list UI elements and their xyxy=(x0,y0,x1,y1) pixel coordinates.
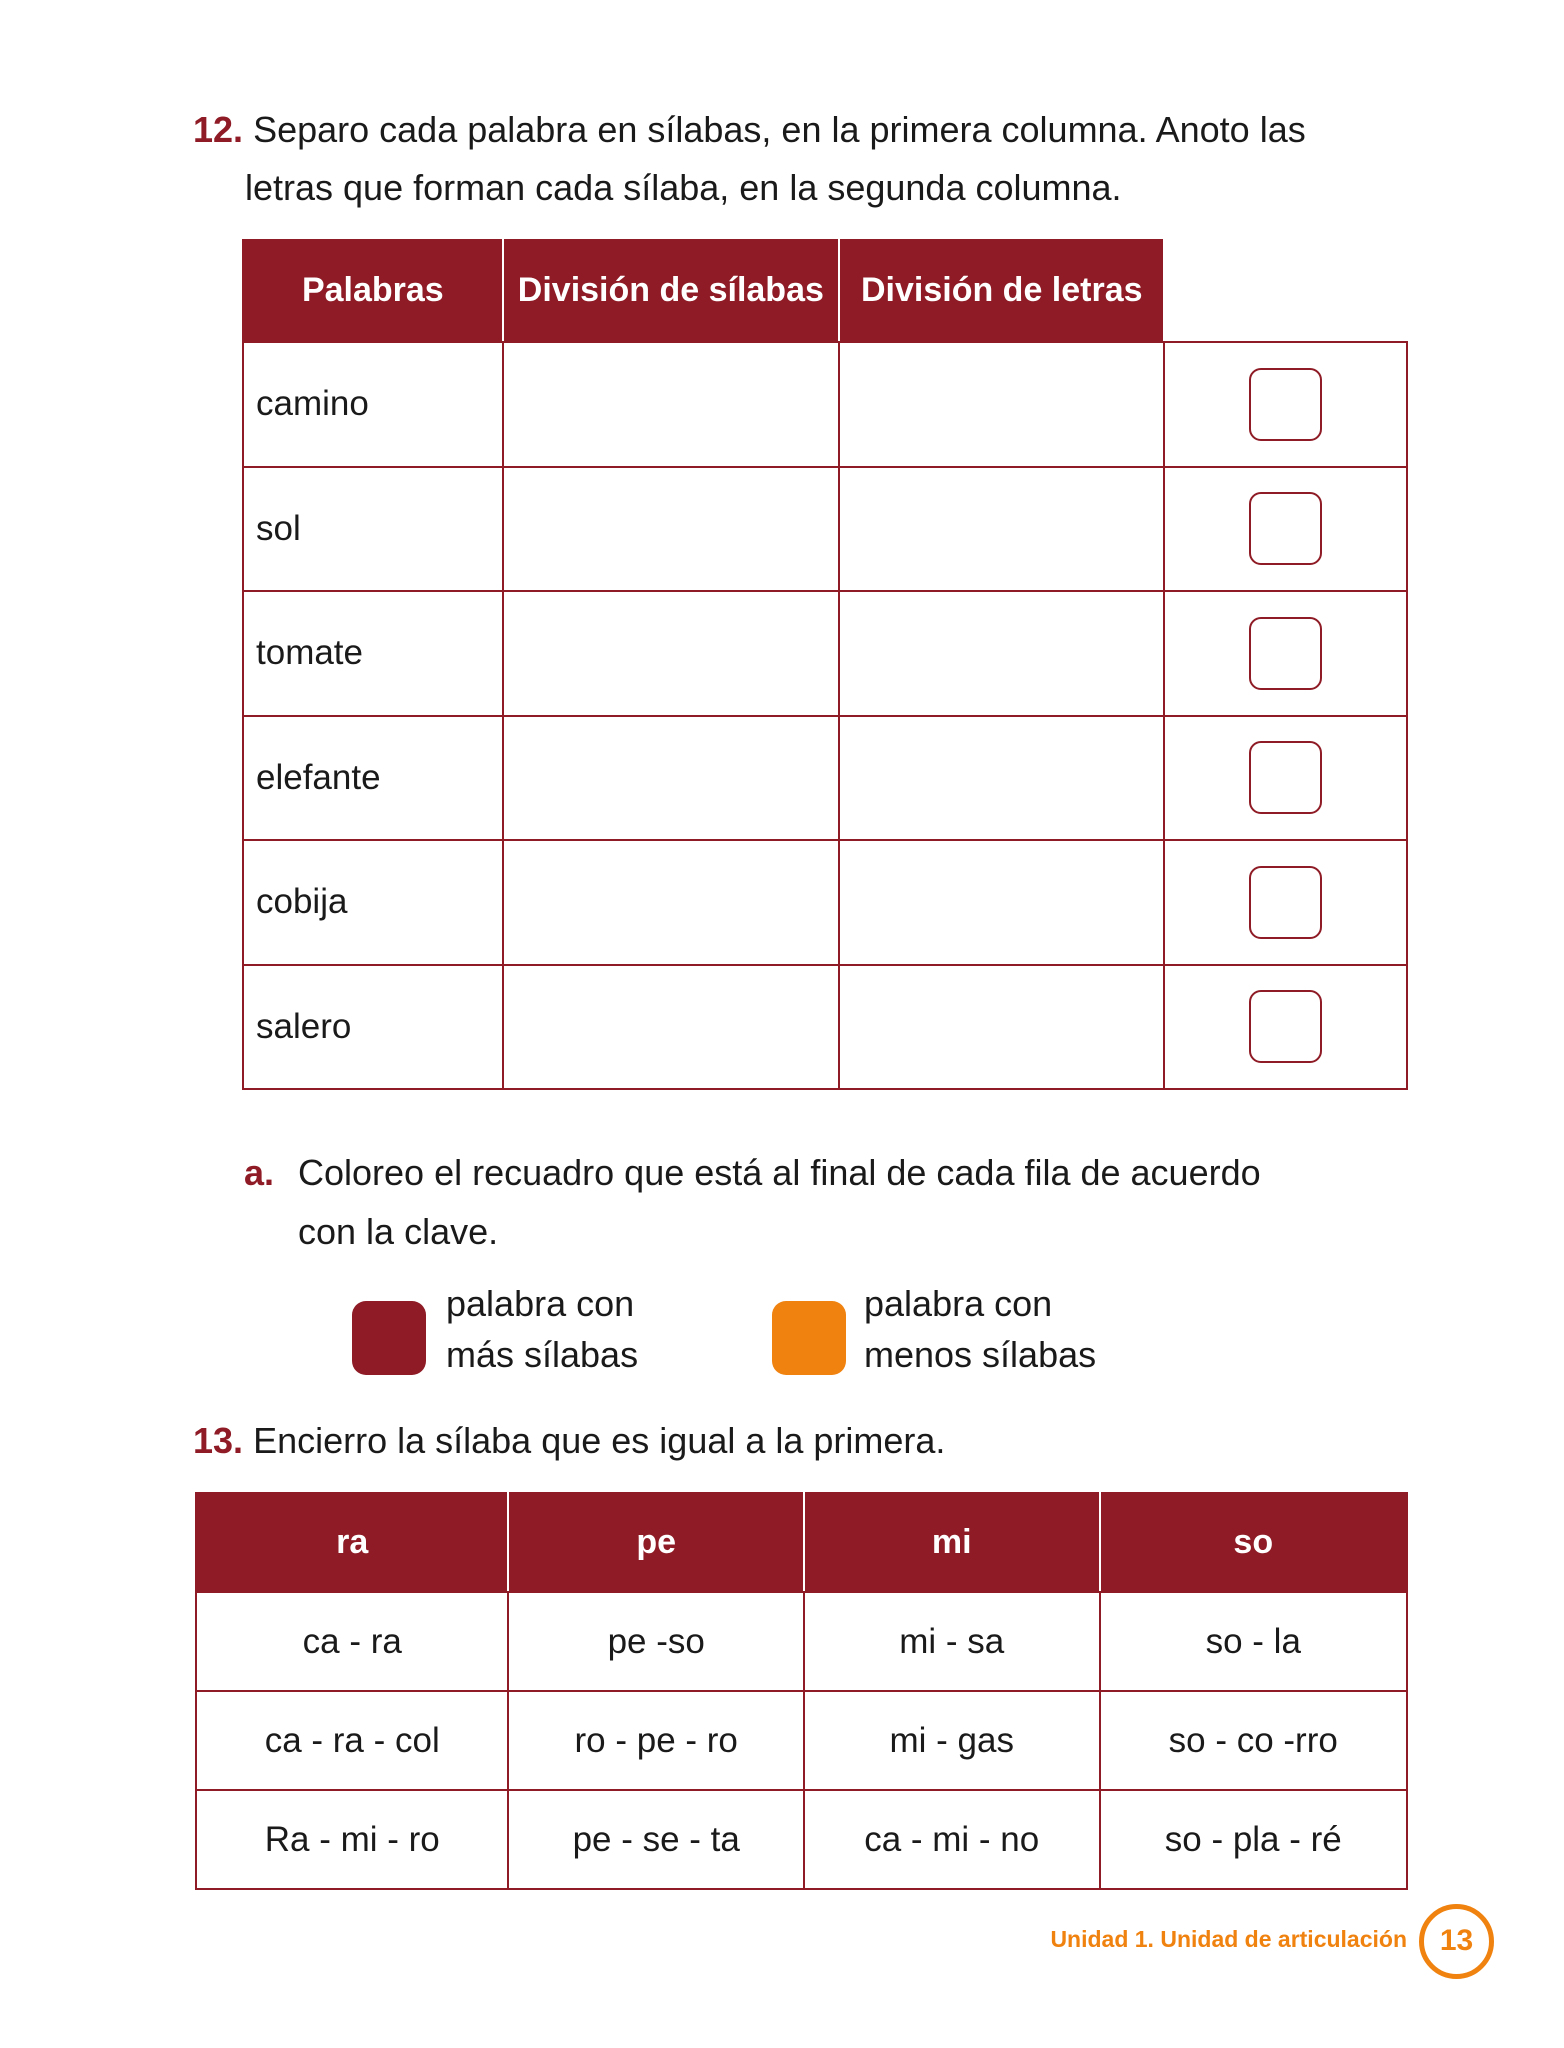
color-box[interactable] xyxy=(1249,492,1322,565)
letters-cell[interactable] xyxy=(839,716,1164,841)
header-division-letras: División de letras xyxy=(839,238,1164,342)
table-row xyxy=(243,342,1407,467)
syllables-cell[interactable] xyxy=(503,716,839,841)
color-box[interactable] xyxy=(1249,368,1322,441)
syllables-cell[interactable] xyxy=(503,591,839,716)
word-cell: tomate xyxy=(243,591,503,716)
syllables-cell[interactable] xyxy=(503,342,839,467)
letters-cell[interactable] xyxy=(839,840,1164,965)
word-cell: sol xyxy=(243,467,503,592)
question-text-line2: letras que forman cada sílaba, en la segunda columna. xyxy=(245,167,1122,208)
word-cell[interactable]: ca - ra - col xyxy=(196,1691,508,1790)
letters-cell[interactable] xyxy=(839,342,1164,467)
color-box[interactable] xyxy=(1249,866,1322,939)
word-cell: salero xyxy=(243,965,503,1090)
table-row xyxy=(196,1592,1407,1691)
page-number: 13 xyxy=(1419,1904,1494,1979)
syllables-cell[interactable] xyxy=(503,840,839,965)
table-row xyxy=(196,1691,1407,1790)
question-text: Separo cada palabra en sílabas, en la primera columna. Anoto las xyxy=(253,109,1306,150)
header-syllable: pe xyxy=(508,1493,804,1592)
header-syllable: so xyxy=(1100,1493,1408,1592)
header-syllable: ra xyxy=(196,1493,508,1592)
letters-cell[interactable] xyxy=(839,591,1164,716)
word-cell[interactable]: Ra - mi - ro xyxy=(196,1790,508,1889)
sub-text: Coloreo el recuadro que está al final de cada fila de acuerdo xyxy=(298,1152,1261,1193)
syllables-cell[interactable] xyxy=(503,965,839,1090)
table-row xyxy=(243,965,1407,1090)
word-cell[interactable]: pe -so xyxy=(508,1592,804,1691)
table-row xyxy=(243,716,1407,841)
sub-question-a xyxy=(244,1144,1261,1202)
sub-text-line2: con la clave. xyxy=(298,1211,499,1252)
sub-label: a. xyxy=(244,1152,275,1193)
header-division-silabas: División de sílabas xyxy=(503,238,839,342)
word-cell: camino xyxy=(243,342,503,467)
question-12 xyxy=(193,101,1306,159)
word-cell[interactable]: mi - gas xyxy=(804,1691,1100,1790)
color-box[interactable] xyxy=(1249,990,1322,1063)
word-cell[interactable]: so - pla - ré xyxy=(1100,1790,1408,1889)
question-number: 12. xyxy=(193,109,244,150)
footer-unit: Unidad 1. Unidad de articulación xyxy=(1050,1926,1407,1952)
word-cell[interactable]: pe - se - ta xyxy=(508,1790,804,1889)
word-cell: elefante xyxy=(243,716,503,841)
word-cell[interactable]: so - co -rro xyxy=(1100,1691,1408,1790)
word-cell[interactable]: mi - sa xyxy=(804,1592,1100,1691)
syllable-match-table xyxy=(195,1492,1408,1890)
header-syllable: mi xyxy=(804,1493,1100,1592)
header-palabras: Palabras xyxy=(243,238,503,342)
header-blank xyxy=(1164,238,1407,342)
table-row xyxy=(243,467,1407,592)
letters-cell[interactable] xyxy=(839,467,1164,592)
word-cell[interactable]: ca - ra xyxy=(196,1592,508,1691)
question-13 xyxy=(193,1412,945,1470)
table-row xyxy=(243,591,1407,716)
table-row xyxy=(243,840,1407,965)
table-row xyxy=(196,1790,1407,1889)
syllables-cell[interactable] xyxy=(503,467,839,592)
word-cell[interactable]: so - la xyxy=(1100,1592,1408,1691)
word-cell[interactable]: ca - mi - no xyxy=(804,1790,1100,1889)
color-box[interactable] xyxy=(1249,617,1322,690)
question-text: Encierro la sílaba que es igual a la primera. xyxy=(253,1420,946,1461)
question-number: 13. xyxy=(193,1420,244,1461)
syllable-table xyxy=(242,237,1408,1090)
legend-more: palabra con más sílabas xyxy=(446,1283,639,1375)
word-cell[interactable]: ro - pe - ro xyxy=(508,1691,804,1790)
legend-swatch-less xyxy=(772,1301,846,1375)
legend-less: palabra con menos sílabas xyxy=(864,1283,1097,1375)
legend-swatch-more xyxy=(352,1301,426,1375)
letters-cell[interactable] xyxy=(839,965,1164,1090)
word-cell: cobija xyxy=(243,840,503,965)
color-box[interactable] xyxy=(1249,741,1322,814)
